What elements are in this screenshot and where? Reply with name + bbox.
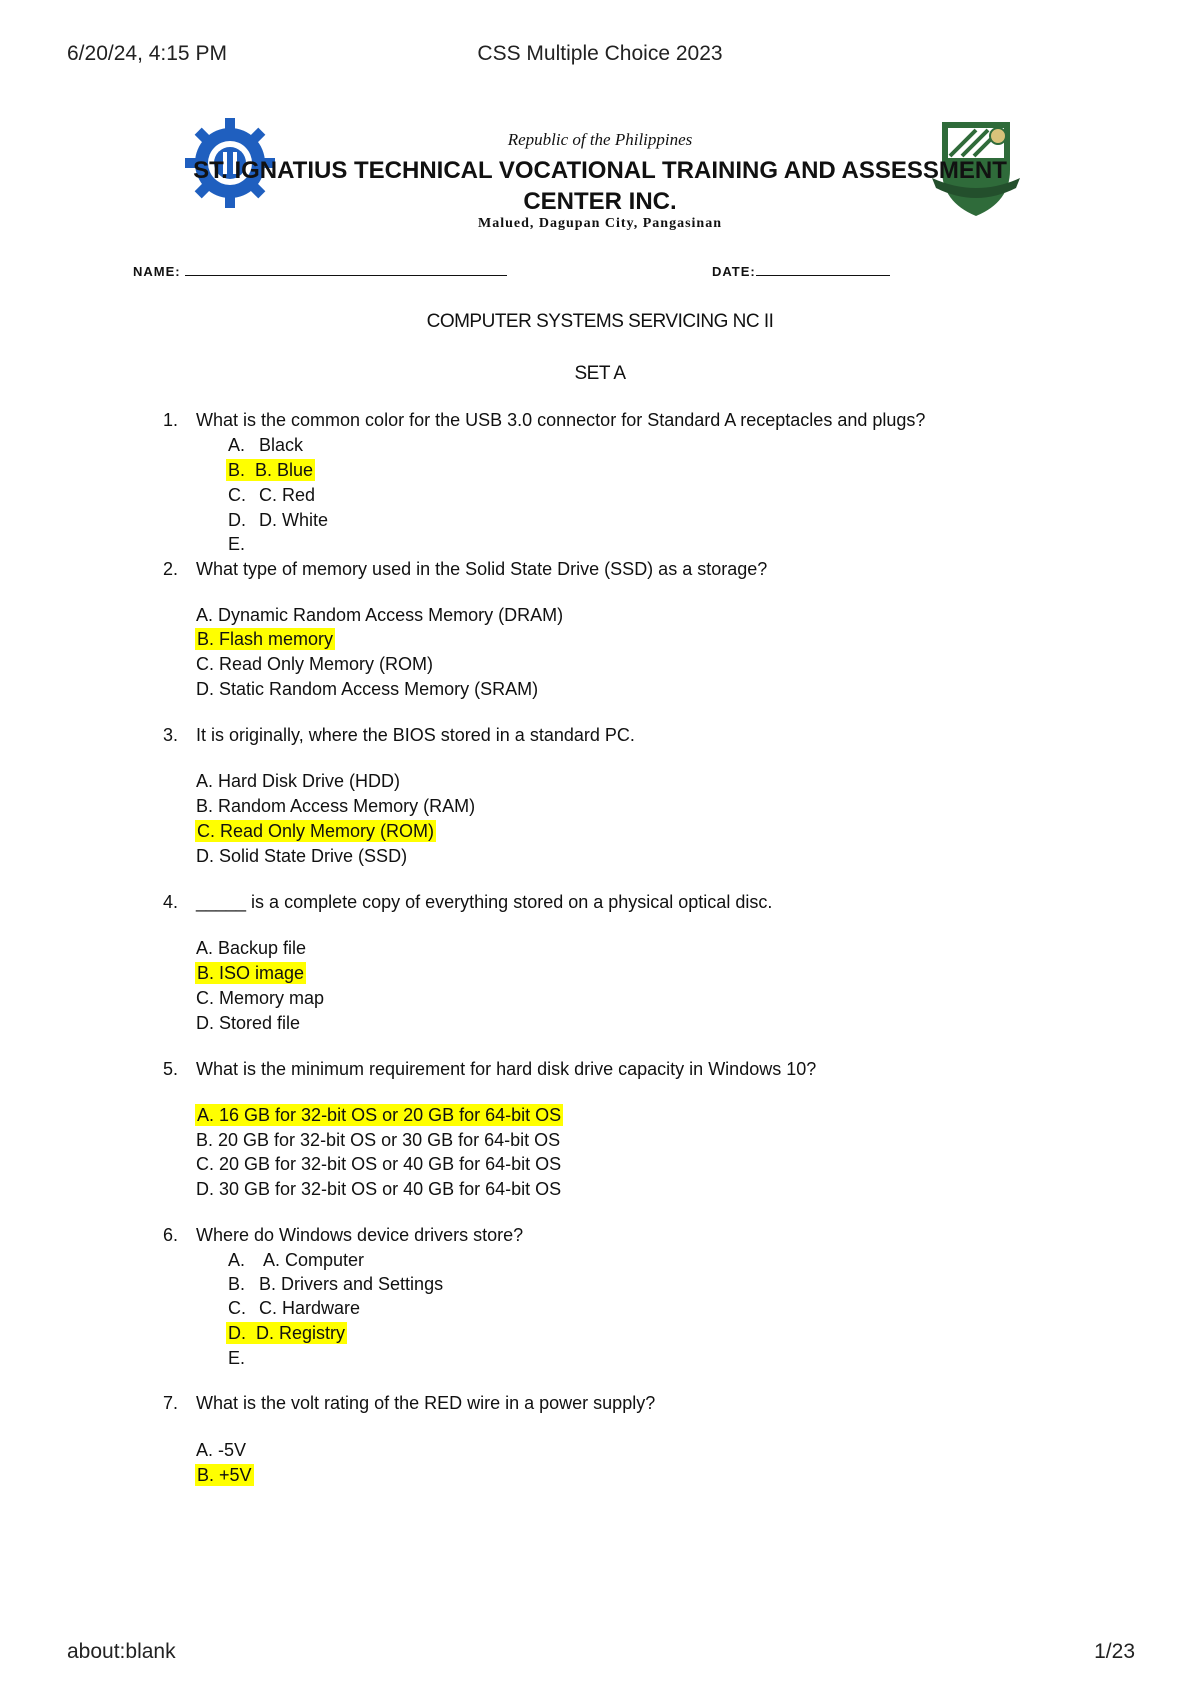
choice-text: A. Backup file [196, 938, 307, 958]
choice-text: C. 20 GB for 32-bit OS or 40 GB for 64-bit OS [196, 1154, 562, 1174]
correct-answer-highlight: B. ISO image [197, 963, 305, 983]
question-text: What type of memory used in the Solid State Drive (SSD) as a storage? [196, 559, 768, 579]
choice-text: D. 30 GB for 32-bit OS or 40 GB for 64-bit OS [196, 1179, 562, 1199]
choice-text: A. Dynamic Random Access Memory (DRAM) [196, 605, 564, 625]
question-number: 7. [163, 1393, 179, 1413]
date-label: DATE: [712, 264, 756, 279]
question-text: What is the minimum requirement for hard disk drive capacity in Windows 10? [196, 1059, 817, 1079]
republic-line: Republic of the Philippines [507, 130, 693, 149]
print-page-number: 1/23 [1094, 1640, 1135, 1663]
question-text: What is the common color for the USB 3.0 connector for Standard A receptacles and plugs? [196, 410, 926, 430]
choice-letter: E. [228, 1348, 246, 1368]
question-number: 6. [163, 1225, 179, 1245]
choice-text: D. Stored file [196, 1013, 301, 1033]
correct-answer-highlight [226, 1322, 347, 1344]
choice-text: Black [259, 435, 304, 455]
course-title: COMPUTER SYSTEMS SERVICING NC II [426, 311, 774, 332]
question-number: 2. [163, 559, 179, 579]
name-label: NAME: [133, 264, 181, 279]
choice-letter: A. [228, 1250, 246, 1270]
choice-text: D. White [259, 510, 329, 530]
name-blank [185, 263, 507, 276]
school-name [0, 155, 1200, 217]
school-name-line1: ST. IGNATIUS TECHNICAL VOCATIONAL TRAINING AND ASSESSMENT [193, 157, 1007, 184]
correct-answer-highlight [226, 459, 315, 481]
question-number: 5. [163, 1059, 179, 1079]
choice-text: B. Drivers and Settings [259, 1274, 444, 1294]
choice-text: D. Solid State Drive (SSD) [196, 846, 408, 866]
choice-letter: D. [228, 1323, 246, 1343]
question-text: _____ is a complete copy of everything stored on a physical optical disc. [196, 892, 773, 912]
choice-letter: B. [228, 1274, 246, 1294]
choice-text: B. 20 GB for 32-bit OS or 30 GB for 64-bit OS [196, 1130, 561, 1150]
school-name-line2: CENTER INC. [523, 188, 677, 215]
choice-text: A. Computer [263, 1250, 365, 1270]
question-number: 4. [163, 892, 179, 912]
question-text: What is the volt rating of the RED wire in a power supply? [196, 1393, 656, 1413]
question-number: 3. [163, 725, 179, 745]
choice-letter: A. [228, 435, 246, 455]
choice-letter: E. [228, 534, 246, 554]
question-text: Where do Windows device drivers store? [196, 1225, 524, 1245]
school-address: Malued, Dagupan City, Pangasinan [478, 216, 722, 231]
correct-answer-highlight: B. Flash memory [197, 629, 334, 649]
print-doc-title: CSS Multiple Choice 2023 [477, 42, 723, 65]
choice-text: C. Memory map [196, 988, 325, 1008]
date-field [712, 263, 890, 279]
choice-letter: B. [228, 460, 246, 480]
question-text: It is originally, where the BIOS stored in a standard PC. [196, 725, 635, 745]
choice-text: A. -5V [196, 1440, 247, 1460]
correct-answer-highlight: C. Read Only Memory (ROM) [197, 821, 435, 841]
correct-answer-highlight: A. 16 GB for 32-bit OS or 20 GB for 64-bit OS [197, 1105, 562, 1125]
date-blank [756, 263, 890, 276]
choice-text: C. Hardware [259, 1298, 361, 1318]
choice-text: C. Read Only Memory (ROM) [196, 654, 434, 674]
print-datetime: 6/20/24, 4:15 PM [67, 42, 227, 65]
correct-answer-highlight: B. +5V [197, 1465, 252, 1485]
choice-text: B. Blue [255, 460, 314, 480]
print-url: about:blank [67, 1640, 176, 1663]
choice-text: C. Red [259, 485, 316, 505]
choice-letter: C. [228, 485, 246, 505]
question-number: 1. [163, 410, 179, 430]
name-field [133, 263, 507, 279]
choice-text: A. Hard Disk Drive (HDD) [196, 771, 401, 791]
choice-letter: C. [228, 1298, 246, 1318]
choice-text: D. Registry [256, 1323, 346, 1343]
choice-text: D. Static Random Access Memory (SRAM) [196, 679, 539, 699]
choice-text: B. Random Access Memory (RAM) [196, 796, 476, 816]
choice-letter: D. [228, 510, 246, 530]
set-label: SET A [574, 363, 626, 384]
